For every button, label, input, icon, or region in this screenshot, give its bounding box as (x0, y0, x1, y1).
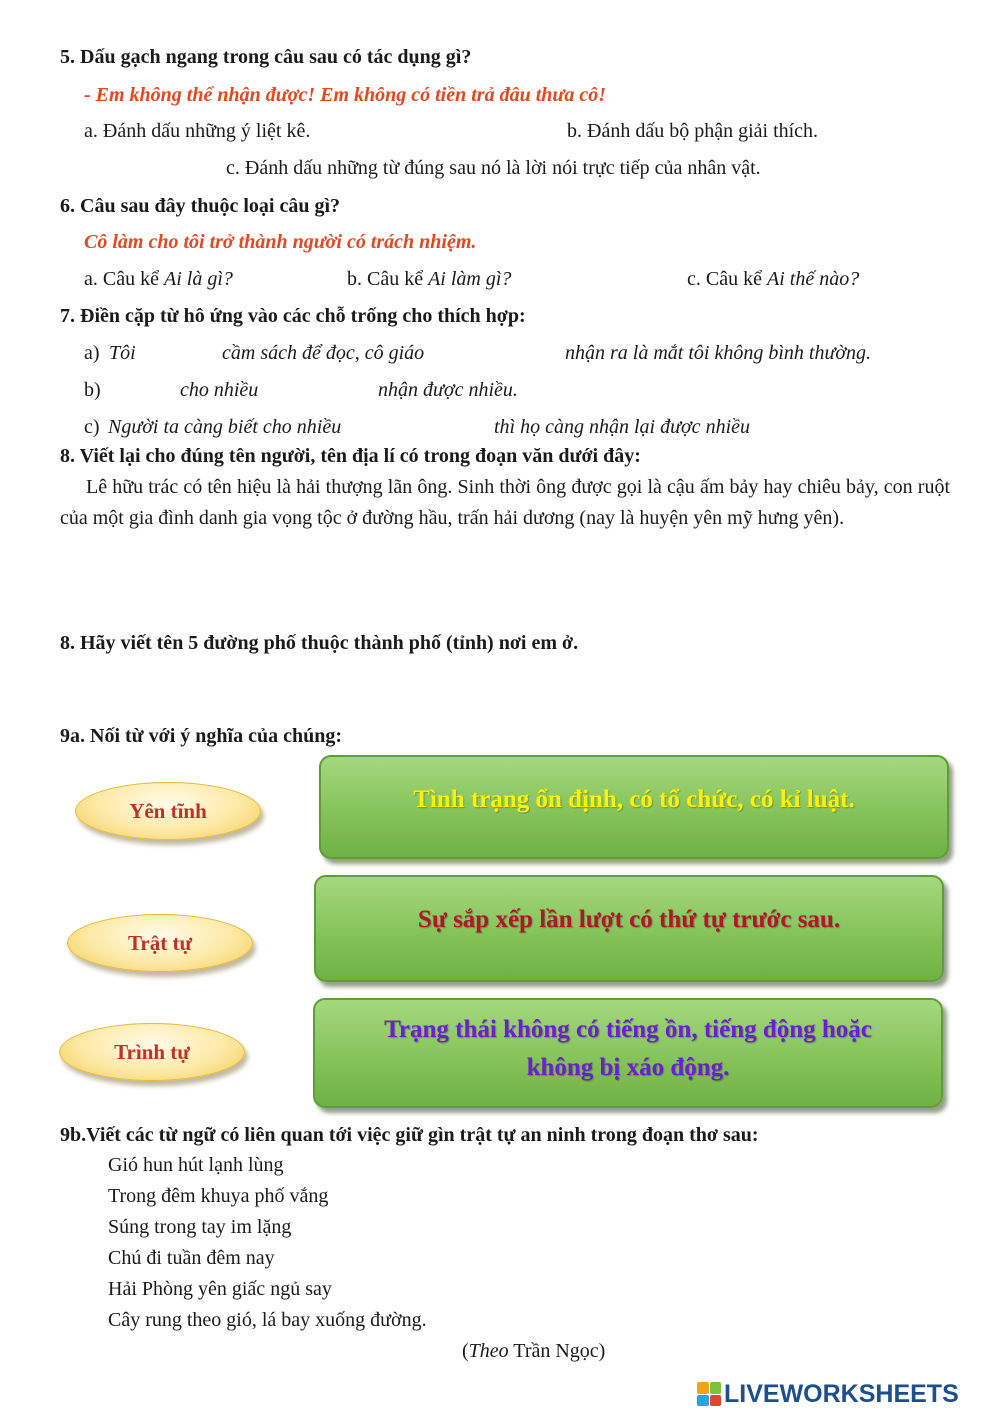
q7-b-label: b) (84, 379, 101, 401)
q7-c-label: c) (84, 416, 100, 438)
q5-question: 5. Dấu gạch ngang trong câu sau có tác dụng gì? (60, 46, 472, 68)
logo-text: LIVEWORKSHEETS (724, 1379, 959, 1408)
poem-line: Cây rung theo gió, lá bay xuống đường. (108, 1309, 427, 1331)
q8b-question: 8. Hãy viết tên 5 đường phố thuộc thành phố (tỉnh) nơi em ở. (60, 632, 579, 654)
q6-option-b-italic: Ai làm gì? (428, 268, 512, 290)
source-theo: Theo (468, 1340, 509, 1362)
q7-a-part2: cầm sách để đọc, cô giáo (222, 342, 425, 364)
q7-a-label: a) (84, 342, 100, 364)
poem-source (462, 1340, 605, 1363)
word-trinh-tu[interactable]: Trình tự (59, 1023, 245, 1081)
poem-line: Hải Phòng yên giấc ngủ say (108, 1278, 332, 1300)
q7-c-blank1[interactable] (388, 416, 488, 440)
q7-a-blank1[interactable] (146, 342, 216, 366)
q5-option-b[interactable]: b. Đánh dấu bộ phận giải thích. (567, 120, 819, 142)
liveworksheets-logo-icon (697, 1382, 721, 1406)
q7-b-part2: nhận được nhiều. (378, 379, 518, 401)
meaning-box-2[interactable] (314, 875, 944, 982)
q6-option-a[interactable] (84, 268, 233, 291)
q6-question: 6. Câu sau đây thuộc loại câu gì? (60, 195, 341, 217)
liveworksheets-logo[interactable] (697, 1379, 959, 1409)
q6-quote: Cô làm cho tôi trở thành người có trách nhiệm. (84, 231, 477, 253)
q6-option-c[interactable] (687, 268, 859, 291)
q5-option-a[interactable]: a. Đánh dấu những ý liệt kê. (84, 120, 311, 142)
q6-option-c-italic: Ai thế nào? (766, 268, 860, 290)
q7-question: 7. Điền cặp từ hô ứng vào các chỗ trống cho thích hợp: (60, 305, 526, 327)
q8-paragraph: Lê hữu trác có tên hiệu là hải thượng lãn ông. Sinh thời ông được gọi là cậu ấm bảy hay chiêu bảy, con ruột của một gia đình danh gia vọng tộc ở đường hầu, trấn hải dương (nay là huyện yên mỹ hưng yên). (60, 476, 950, 529)
q9b-question: 9b.Viết các từ ngữ có liên quan tới việc giữ gìn trật tự an ninh trong đoạn thơ sau: (60, 1124, 759, 1146)
meaning-1-text: Tình trạng ổn định, có tổ chức, có kỉ luật. (413, 786, 855, 813)
word-trat-tu[interactable]: Trật tự (67, 914, 253, 972)
q6-option-b-prefix: b. Câu kể (347, 268, 429, 290)
meaning-3-text: Trạng thái không có tiếng ồn, tiếng động hoặc không bị xáo động. (384, 1016, 872, 1081)
poem-line: Gió hun hút lạnh lùng (108, 1154, 284, 1176)
q8-answer-area[interactable] (60, 570, 950, 620)
poem-line: Chú đi tuần đêm nay (108, 1247, 275, 1269)
q7-c-part2: thì họ càng nhận lại được nhiều (494, 416, 750, 438)
word-yen-tinh[interactable]: Yên tĩnh (75, 782, 261, 840)
source-open: ( (462, 1340, 469, 1362)
q7-b-part1: cho nhiều (180, 379, 259, 401)
meaning-2-text: Sự sắp xếp lần lượt có thứ tự trước sau. (417, 905, 841, 933)
q6-option-c-prefix: c. Câu kể (687, 268, 767, 290)
q7-a-part1: Tôi (109, 342, 136, 364)
q5-option-c[interactable]: c. Đánh dấu những từ đúng sau nó là lời nói trực tiếp của nhân vật. (226, 157, 761, 179)
poem-line: Trong đêm khuya phố vắng (108, 1185, 329, 1207)
source-author: Trần Ngọc) (508, 1340, 606, 1362)
meaning-box-3[interactable] (313, 998, 943, 1108)
q6-option-a-prefix: a. Câu kể (84, 268, 164, 290)
q6-option-a-italic: Ai là gì? (163, 268, 233, 290)
q7-a-blank2[interactable] (466, 342, 558, 366)
q5-quote: - Em không thể nhận được! Em không có tiền trả đâu thưa cô! (84, 84, 607, 106)
q8-question: 8. Viết lại cho đúng tên người, tên địa lí có trong đoạn văn dưới đây: (60, 445, 641, 467)
poem-line: Súng trong tay im lặng (108, 1216, 292, 1238)
meaning-box-1[interactable] (319, 755, 949, 859)
q8b-answer-area[interactable] (60, 665, 950, 715)
q7-b-blank1[interactable] (110, 379, 174, 403)
q7-b-blank2[interactable] (278, 379, 372, 403)
q6-option-b[interactable] (347, 268, 511, 291)
q7-a-part3: nhận ra là mắt tôi không bình thường. (565, 342, 872, 364)
q7-c-part1: Người ta càng biết cho nhiều (108, 416, 342, 438)
q9a-question: 9a. Nối từ với ý nghĩa của chúng: (60, 725, 343, 747)
